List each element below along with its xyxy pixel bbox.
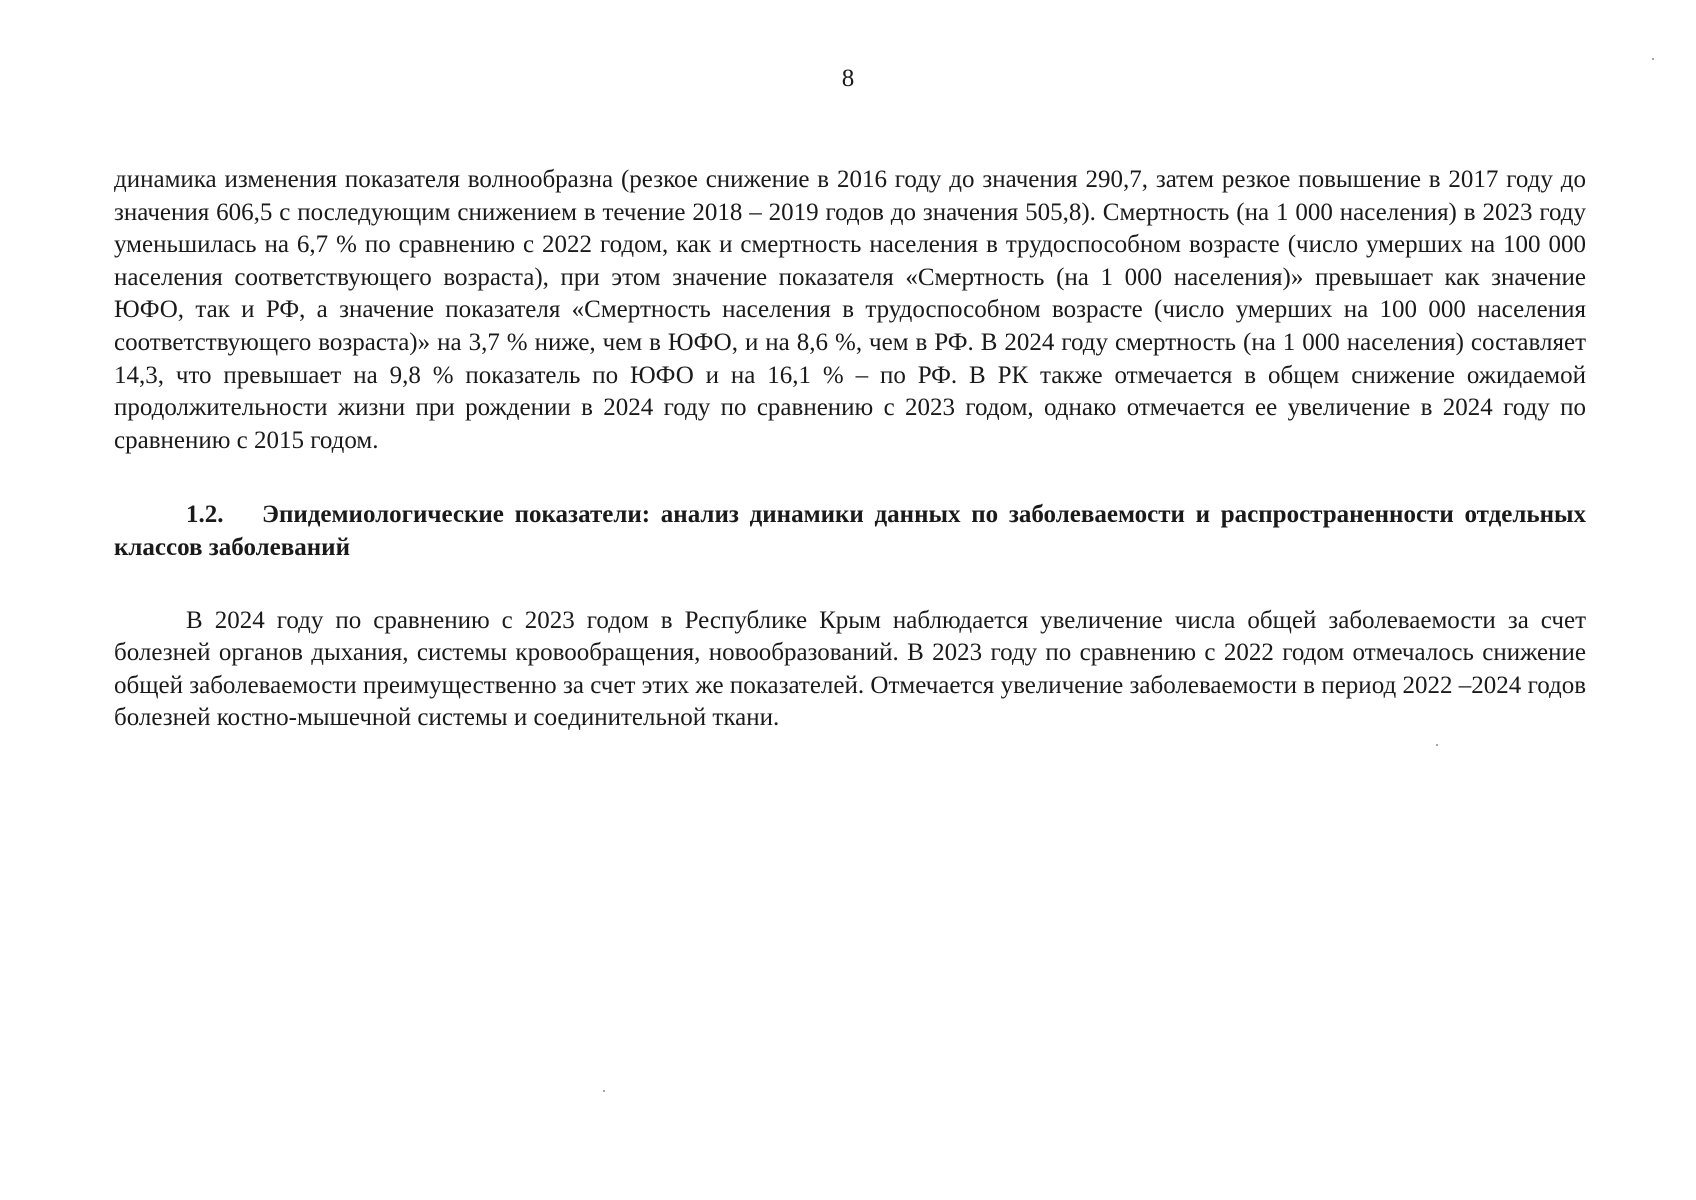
page-number: 8 bbox=[841, 65, 855, 92]
paragraph-mortality-dynamics: динамика изменения показателя волнообразна (резкое снижение в 2016 году до значения 290,7, затем резкое повышение в 2017 году до значения 606,5 с последующим снижением в течение 2018 – 2019 годов до значения 505,8). Смертность (на 1 000 населения) в 2023 году уменьшилась на 6,7 % по сравнению с 2022 годом, как и смертность населения в трудоспособном возрасте (число умерших на 100 000 населения соответствующего возраста), при этом значение показателя «Смертность (на 1 000 населения)» превышает как значение ЮФО, так и РФ, а значение показателя «Смертность населения в трудоспособном возрасте (число умерших на 100 000 населения соответствующего возраста)» на 3,7 % ниже, чем в ЮФО, и на 8,6 %, чем в РФ. В 2024 году смертность (на 1 000 населения) составляет 14,3, что превышает на 9,8 % показатель по ЮФО и на 16,1 % – по РФ. В РК также отмечается в общем снижение ожидаемой продолжительности жизни при рождении в 2024 году по сравнению с 2023 годом, однако отмечается ее увеличение в 2024 году по сравнению с 2015 годом. bbox=[114, 166, 1586, 454]
paragraph-morbidity: В 2024 году по сравнению с 2023 годом в Республике Крым наблюдается увеличение числа общей заболеваемости за счет болезней органов дыхания, системы кровообращения, новообразований. В 2023 году по сравнению с 2022 годом отмечалось снижение общей заболеваемости преимущественно за счет этих же показателей. Отмечается увеличение заболеваемости в период 2022 –2024 годов болезней костно-мышечной системы и соединительной ткани. bbox=[114, 606, 1586, 732]
scan-speck bbox=[603, 1090, 605, 1092]
scan-speck bbox=[1436, 744, 1438, 746]
section-title: Эпидемиологические показатели: анализ динамики данных по заболеваемости и распространенности отдельных классов заболеваний bbox=[114, 501, 1586, 561]
document-body bbox=[114, 164, 1586, 735]
scan-speck bbox=[1652, 58, 1654, 60]
section-heading bbox=[114, 499, 1586, 564]
section-number: 1.2. bbox=[186, 501, 224, 529]
